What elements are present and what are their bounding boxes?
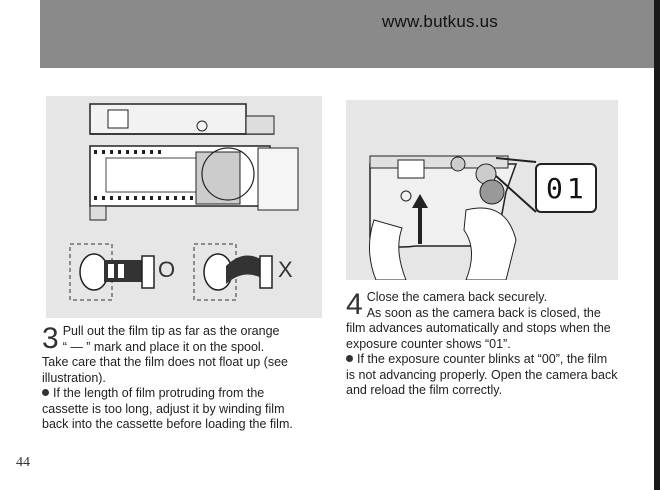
top-gray-band xyxy=(0,0,660,68)
step-4-number: 4 xyxy=(346,288,363,321)
step-3-bullet-note: If the length of film protruding from the cassette is too long, adjust it by winding film back into the cassette before loading the film. xyxy=(42,386,293,431)
bullet-icon xyxy=(346,355,353,362)
step-3-instructions xyxy=(42,324,314,433)
step-3-line-1: Pull out the film tip as far as the orange xyxy=(62,324,280,338)
bullet-icon xyxy=(42,389,49,396)
step-3-line-3: Take care that the film does not float up (see illustration). xyxy=(42,355,288,385)
step-3-line-2: “ — ” mark and place it on the spool. xyxy=(62,339,265,354)
film-loading-drawing xyxy=(46,96,322,318)
exposure-counter-display: 01 xyxy=(546,172,588,205)
step-4-line-1: Close the camera back securely. xyxy=(366,290,548,304)
top-left-white-corner xyxy=(0,0,40,68)
step-4-bullet-note: If the exposure counter blinks at “00”, the film is not advancing properly. Open the camera back and reload the film correctly. xyxy=(346,352,618,397)
correct-mark: O xyxy=(158,257,176,282)
step-3-number: 3 xyxy=(42,322,59,355)
camera-back-illustration xyxy=(346,100,618,280)
step-4-line-2: As soon as the camera back is closed, the film advances automatically and stops when the exposure counter shows “01”. xyxy=(346,305,611,351)
right-page-edge xyxy=(654,0,660,490)
page-number: 44 xyxy=(16,455,30,470)
step-4-instructions xyxy=(346,290,618,399)
watermark-text: www.butkus.us xyxy=(382,12,498,31)
film-loading-illustration xyxy=(46,96,322,318)
wrong-mark: X xyxy=(278,257,293,282)
